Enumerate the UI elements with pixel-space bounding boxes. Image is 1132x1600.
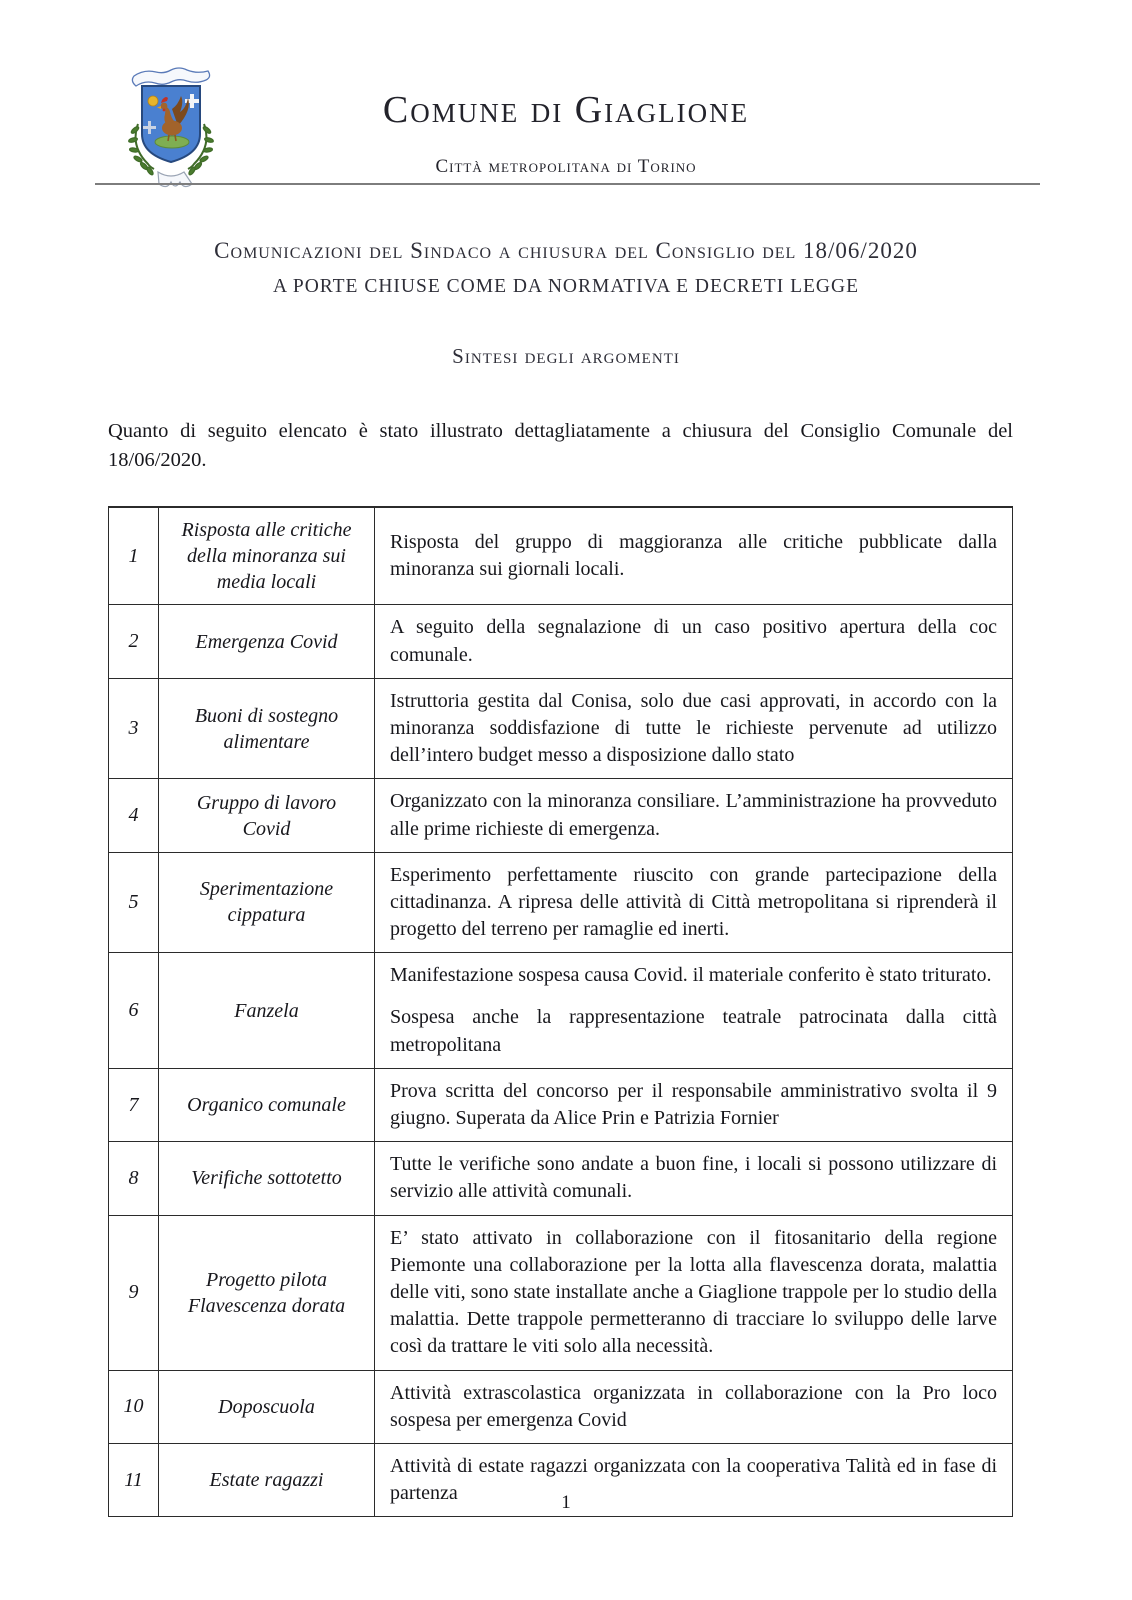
row-description xyxy=(375,508,1012,604)
table-row xyxy=(109,952,1012,1068)
row-description-paragraph: Organizzato con la minoranza consiliare. L’amministrazione ha provveduto alle prime richieste di emergenza. xyxy=(390,790,997,840)
row-description xyxy=(375,779,1012,851)
row-topic: Doposcuola xyxy=(159,1371,375,1443)
row-description xyxy=(375,1216,1012,1370)
row-number: 5 xyxy=(109,853,159,953)
row-topic: Organico comunale xyxy=(159,1069,375,1141)
row-topic: Sperimentazione cippatura xyxy=(159,853,375,953)
row-description-paragraph: Manifestazione sospesa causa Covid. il materiale conferito è stato triturato. xyxy=(390,964,992,987)
municipality-name: Comune di Giaglione xyxy=(382,89,750,131)
row-topic: Progetto pilota Flavescenza dorata xyxy=(159,1216,375,1370)
municipal-crest-icon xyxy=(120,64,222,198)
row-topic: Estate ragazzi xyxy=(159,1444,375,1516)
row-description xyxy=(375,679,1012,779)
row-description xyxy=(375,1142,1012,1214)
row-number: 8 xyxy=(109,1142,159,1214)
row-description-paragraph: Sospesa anche la rappresentazione teatrale patrocinata dalla città metropolitana xyxy=(390,1006,997,1056)
intro-paragraph: Quanto di seguito elencato è stato illustrato dettagliatamente a chiusura del Consiglio Comunale del 18/06/2020. xyxy=(108,420,1013,471)
row-description-paragraph: Prova scritta del concorso per il responsabile amministrativo svolta il 9 giugno. Superata da Alice Prin e Patrizia Fornier xyxy=(390,1079,997,1129)
document-subtitle: A PORTE CHIUSE COME DA NORMATIVA E DECRETI LEGGE xyxy=(273,276,859,297)
table-row xyxy=(109,1068,1012,1141)
table-row xyxy=(109,1215,1012,1370)
table-row xyxy=(109,852,1012,953)
row-description xyxy=(375,953,1012,1068)
row-topic: Gruppo di lavoro Covid xyxy=(159,779,375,851)
row-topic: Emergenza Covid xyxy=(159,605,375,677)
municipality-subtitle: Città metropolitana di Torino xyxy=(435,156,697,177)
row-number: 11 xyxy=(109,1444,159,1516)
row-description-paragraph: Esperimento perfettamente riuscito con grande partecipazione della cittadinanza. A ripresa delle attività di Città metropolitana si riprenderà il progetto del terreno per ramaglie ed inerti. xyxy=(390,863,997,941)
row-topic: Verifiche sottotetto xyxy=(159,1142,375,1214)
row-description xyxy=(375,853,1012,953)
row-number: 7 xyxy=(109,1069,159,1141)
row-topic: Buoni di sostegno alimentare xyxy=(159,679,375,779)
row-description-paragraph: Attività extrascolastica organizzata in collaborazione con la Pro loco sospesa per emergenza Covid xyxy=(390,1381,997,1431)
row-description-paragraph: Risposta del gruppo di maggioranza alle critiche pubblicate dalla minoranza sui giornali locali. xyxy=(390,531,997,581)
table-row xyxy=(109,1141,1012,1214)
row-number: 9 xyxy=(109,1216,159,1370)
table-row xyxy=(109,1370,1012,1443)
row-number: 4 xyxy=(109,779,159,851)
row-description-paragraph: E’ stato attivato in collaborazione con il fitosanitario della regione Piemonte una collaborazione per la lotta alla flavescenza dorata, malattia delle viti, sono state installate anche a Giaglione trappole per lo studio della malattia. Dette trappole permetteranno di tracciare lo sviluppo delle larve così da trattare le viti solo alla necessità. xyxy=(390,1226,997,1358)
page-number: 1 xyxy=(561,1492,571,1513)
row-description-paragraph: Attività di estate ragazzi organizzata con la cooperativa Talità ed in fase di partenza xyxy=(390,1454,997,1505)
table-row xyxy=(109,778,1012,851)
row-number: 2 xyxy=(109,605,159,677)
row-number: 1 xyxy=(109,508,159,604)
row-number: 10 xyxy=(109,1371,159,1443)
row-topic: Fanzela xyxy=(159,953,375,1068)
row-description xyxy=(375,1069,1012,1141)
row-description xyxy=(375,605,1012,677)
header-divider xyxy=(95,183,1040,185)
row-description-paragraph: A seguito della segnalazione di un caso positivo apertura della coc comunale. xyxy=(390,616,997,666)
row-description-paragraph: Tutte le verifiche sono andate a buon fine, i locali si possono utilizzare di servizio alle attività comunali. xyxy=(390,1153,997,1203)
row-number: 6 xyxy=(109,953,159,1068)
row-topic: Risposta alle critiche della minoranza sui media locali xyxy=(159,508,375,604)
table-row xyxy=(109,508,1012,604)
row-description xyxy=(375,1371,1012,1443)
table-row xyxy=(109,604,1012,677)
row-number: 3 xyxy=(109,679,159,779)
row-description-paragraph: Istruttoria gestita dal Conisa, solo due casi approvati, in accordo con la minoranza soddisfazione di tutte le richieste pervenute ad utilizzo dell’intero budget messo a disposizione dallo stato xyxy=(390,689,997,767)
document-title: Comunicazioni del Sindaco a chiusura del Consiglio del 18/06/2020 xyxy=(214,238,918,263)
table-row xyxy=(109,678,1012,779)
section-heading: Sintesi degli argomenti xyxy=(452,344,680,368)
topics-table xyxy=(108,506,1013,1517)
